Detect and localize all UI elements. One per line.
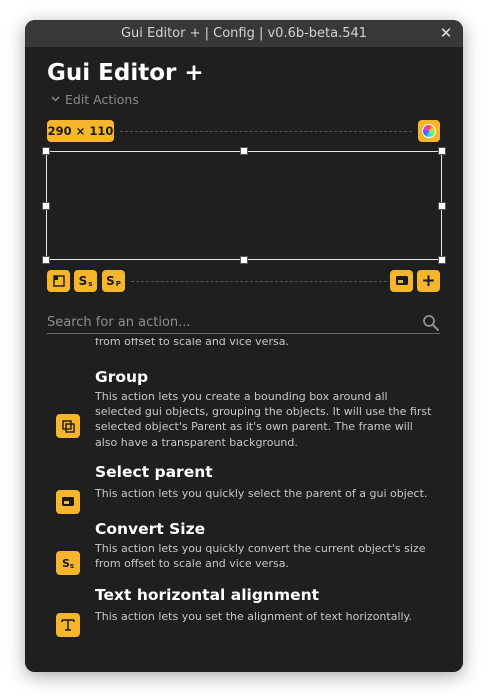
convert-position-button[interactable] [102, 270, 125, 292]
resize-handle-bottom[interactable] [240, 256, 248, 264]
list-fade [25, 652, 463, 672]
action-description: This action lets you create a bounding box around all selected gui objects, grouping the objects. It will use the first selected object's Parent as it's own parent. The frame will also have a transparent background. [95, 390, 432, 449]
resize-handle-top-right[interactable] [438, 147, 446, 155]
select-parent-icon [395, 275, 409, 287]
clipped-description: from offset to scale and vice versa. [95, 338, 289, 348]
title-bar[interactable] [25, 20, 463, 47]
group-icon [56, 414, 80, 438]
close-icon[interactable]: ✕ [439, 24, 453, 42]
resize-handle-right[interactable] [438, 202, 446, 210]
selection-box[interactable] [46, 151, 442, 260]
edit-actions-toggle[interactable] [51, 92, 139, 107]
convert-position-icon: S [106, 274, 115, 288]
convert-size-button[interactable] [74, 270, 97, 292]
convert-position-sub: P [115, 280, 121, 288]
resize-handle-bottom-right[interactable] [438, 256, 446, 264]
config-window [25, 20, 463, 672]
resize-handle-top[interactable] [240, 147, 248, 155]
color-wheel-icon [422, 124, 436, 138]
search-input[interactable] [47, 315, 422, 330]
resize-handle-left[interactable] [42, 202, 50, 210]
frame-icon [53, 275, 65, 287]
select-parent-icon [56, 490, 80, 514]
resize-handle-bottom-left[interactable] [42, 256, 50, 264]
actions-list[interactable] [25, 338, 463, 672]
select-parent-button[interactable] [390, 270, 413, 292]
action-name: Text horizontal alignment [95, 586, 320, 604]
convert-size-icon: S [78, 274, 88, 288]
action-name: Convert Size [95, 520, 206, 538]
bottom-divider [131, 281, 387, 282]
convert-size-sub: s [88, 280, 93, 288]
convert-size-icon: S $_s$ [56, 551, 80, 575]
section-label: Edit Actions [65, 92, 139, 107]
text-align-icon [56, 613, 80, 637]
action-description: This action lets you set the alignment of text horizontally. [95, 610, 412, 623]
action-name: Select parent [95, 463, 213, 481]
action-description: This action lets you quickly convert the current object's size from offset to scale and vice versa. [95, 542, 426, 571]
action-description: This action lets you quickly select the parent of a gui object. [95, 487, 428, 500]
frame-button[interactable] [47, 270, 70, 292]
search-bar [47, 312, 440, 334]
top-divider [120, 131, 412, 132]
color-picker-button[interactable] [418, 120, 440, 142]
search-icon[interactable] [422, 314, 440, 332]
resize-handle-top-left[interactable] [42, 147, 50, 155]
add-icon: + [421, 271, 436, 291]
action-name: Group [95, 368, 149, 386]
size-badge: 290 × 110 [47, 120, 114, 142]
chevron-down-icon [51, 95, 60, 105]
app-title: Gui Editor + [47, 60, 204, 86]
window-title: Gui Editor + | Config | v0.6b-beta.541 [120, 26, 368, 41]
add-button[interactable] [417, 270, 440, 292]
